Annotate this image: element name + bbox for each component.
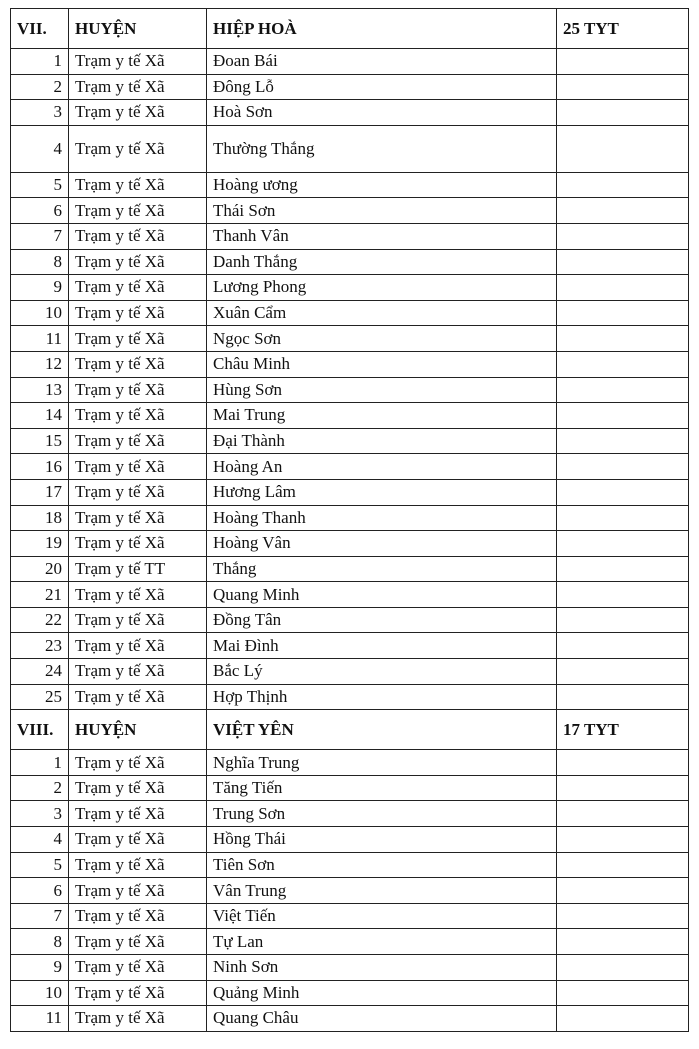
row-number: 17: [11, 479, 69, 505]
commune-name: Đại Thành: [207, 428, 557, 454]
commune-name: Hoà Sơn: [207, 100, 557, 126]
commune-name: Đoan Bái: [207, 49, 557, 75]
commune-name: Lương Phong: [207, 275, 557, 301]
table-row: [11, 903, 689, 929]
commune-name: Quảng Minh: [207, 980, 557, 1006]
station-type: Trạm y tế Xã: [69, 428, 207, 454]
row-number: 12: [11, 351, 69, 377]
empty-cell: [557, 172, 689, 198]
row-number: 2: [11, 74, 69, 100]
row-number: 23: [11, 633, 69, 659]
empty-cell: [557, 1006, 689, 1032]
table-row: [11, 223, 689, 249]
empty-cell: [557, 479, 689, 505]
table-row: [11, 275, 689, 301]
row-number: 1: [11, 750, 69, 776]
station-type: Trạm y tế Xã: [69, 100, 207, 126]
commune-name: Quang Châu: [207, 1006, 557, 1032]
table-row: [11, 326, 689, 352]
row-number: 24: [11, 659, 69, 685]
empty-cell: [557, 903, 689, 929]
station-type: Trạm y tế Xã: [69, 125, 207, 172]
station-type: Trạm y tế Xã: [69, 198, 207, 224]
row-number: 6: [11, 198, 69, 224]
row-number: 10: [11, 300, 69, 326]
station-type: Trạm y tế Xã: [69, 326, 207, 352]
table-row: [11, 377, 689, 403]
station-type: Trạm y tế Xã: [69, 827, 207, 853]
row-number: 7: [11, 903, 69, 929]
row-number: 9: [11, 955, 69, 981]
table-row: [11, 556, 689, 582]
table-row: [11, 980, 689, 1006]
row-number: 15: [11, 428, 69, 454]
table-row: [11, 955, 689, 981]
table-row: [11, 607, 689, 633]
empty-cell: [557, 49, 689, 75]
station-type: Trạm y tế Xã: [69, 454, 207, 480]
empty-cell: [557, 801, 689, 827]
commune-name: Mai Đình: [207, 633, 557, 659]
station-type: Trạm y tế Xã: [69, 223, 207, 249]
empty-cell: [557, 582, 689, 608]
commune-name: Danh Thắng: [207, 249, 557, 275]
commune-name: Vân Trung: [207, 878, 557, 904]
commune-name: Nghĩa Trung: [207, 750, 557, 776]
table-row: [11, 100, 689, 126]
commune-name: Ninh Sơn: [207, 955, 557, 981]
table-row: [11, 750, 689, 776]
empty-cell: [557, 505, 689, 531]
commune-name: Thắng: [207, 556, 557, 582]
table-row: [11, 929, 689, 955]
section-district-name: HIỆP HOÀ: [207, 9, 557, 49]
commune-name: Trung Sơn: [207, 801, 557, 827]
station-type: Trạm y tế TT: [69, 556, 207, 582]
table-row: [11, 454, 689, 480]
table-row: [11, 633, 689, 659]
row-number: 13: [11, 377, 69, 403]
empty-cell: [557, 827, 689, 853]
empty-cell: [557, 775, 689, 801]
empty-cell: [557, 454, 689, 480]
station-type: Trạm y tế Xã: [69, 929, 207, 955]
row-number: 21: [11, 582, 69, 608]
table-row: [11, 428, 689, 454]
row-number: 19: [11, 531, 69, 557]
station-type: Trạm y tế Xã: [69, 775, 207, 801]
commune-name: Thái Sơn: [207, 198, 557, 224]
section-total: 17 TYT: [557, 710, 689, 750]
empty-cell: [557, 100, 689, 126]
table-row: [11, 878, 689, 904]
empty-cell: [557, 659, 689, 685]
section-total: 25 TYT: [557, 9, 689, 49]
section-unit-label: HUYỆN: [69, 710, 207, 750]
table-row: [11, 74, 689, 100]
row-number: 6: [11, 878, 69, 904]
table-row: [11, 827, 689, 853]
station-type: Trạm y tế Xã: [69, 377, 207, 403]
table-row: [11, 300, 689, 326]
section-header-row: [11, 710, 689, 750]
station-type: Trạm y tế Xã: [69, 582, 207, 608]
station-type: Trạm y tế Xã: [69, 74, 207, 100]
station-type: Trạm y tế Xã: [69, 1006, 207, 1032]
empty-cell: [557, 556, 689, 582]
station-type: Trạm y tế Xã: [69, 300, 207, 326]
row-number: 25: [11, 684, 69, 710]
row-number: 14: [11, 403, 69, 429]
station-type: Trạm y tế Xã: [69, 505, 207, 531]
table-row: [11, 684, 689, 710]
row-number: 5: [11, 172, 69, 198]
station-type: Trạm y tế Xã: [69, 403, 207, 429]
table-row: [11, 172, 689, 198]
station-type: Trạm y tế Xã: [69, 903, 207, 929]
table-row: [11, 198, 689, 224]
commune-name: Bắc Lý: [207, 659, 557, 685]
empty-cell: [557, 377, 689, 403]
section-code: VII.: [11, 9, 69, 49]
commune-name: Hợp Thịnh: [207, 684, 557, 710]
row-number: 10: [11, 980, 69, 1006]
row-number: 2: [11, 775, 69, 801]
table-row: [11, 351, 689, 377]
row-number: 3: [11, 801, 69, 827]
table-row: [11, 1006, 689, 1032]
section-header-row: [11, 9, 689, 49]
station-type: Trạm y tế Xã: [69, 479, 207, 505]
empty-cell: [557, 633, 689, 659]
commune-name: Đồng Tân: [207, 607, 557, 633]
commune-name: Thanh Vân: [207, 223, 557, 249]
commune-name: Hoàng Thanh: [207, 505, 557, 531]
commune-name: Châu Minh: [207, 351, 557, 377]
empty-cell: [557, 980, 689, 1006]
commune-name: Tăng Tiến: [207, 775, 557, 801]
row-number: 4: [11, 827, 69, 853]
station-type: Trạm y tế Xã: [69, 633, 207, 659]
station-type: Trạm y tế Xã: [69, 172, 207, 198]
station-type: Trạm y tế Xã: [69, 878, 207, 904]
station-type: Trạm y tế Xã: [69, 801, 207, 827]
row-number: 16: [11, 454, 69, 480]
station-type: Trạm y tế Xã: [69, 607, 207, 633]
empty-cell: [557, 125, 689, 172]
commune-name: Tiên Sơn: [207, 852, 557, 878]
table-body: [11, 9, 689, 1032]
empty-cell: [557, 249, 689, 275]
row-number: 20: [11, 556, 69, 582]
table-row: [11, 505, 689, 531]
commune-name: Hoàng Vân: [207, 531, 557, 557]
station-type: Trạm y tế Xã: [69, 249, 207, 275]
table-row: [11, 479, 689, 505]
row-number: 18: [11, 505, 69, 531]
row-number: 8: [11, 929, 69, 955]
commune-name: Thường Thắng: [207, 125, 557, 172]
station-type: Trạm y tế Xã: [69, 49, 207, 75]
commune-name: Hồng Thái: [207, 827, 557, 853]
section-unit-label: HUYỆN: [69, 9, 207, 49]
empty-cell: [557, 198, 689, 224]
station-type: Trạm y tế Xã: [69, 750, 207, 776]
commune-name: Hùng Sơn: [207, 377, 557, 403]
section-code: VIII.: [11, 710, 69, 750]
row-number: 22: [11, 607, 69, 633]
empty-cell: [557, 955, 689, 981]
row-number: 11: [11, 1006, 69, 1032]
commune-name: Xuân Cẩm: [207, 300, 557, 326]
table-row: [11, 403, 689, 429]
commune-name: Ngọc Sơn: [207, 326, 557, 352]
empty-cell: [557, 275, 689, 301]
table-row: [11, 801, 689, 827]
table-row: [11, 852, 689, 878]
empty-cell: [557, 300, 689, 326]
row-number: 8: [11, 249, 69, 275]
table-row: [11, 249, 689, 275]
empty-cell: [557, 351, 689, 377]
empty-cell: [557, 531, 689, 557]
empty-cell: [557, 750, 689, 776]
empty-cell: [557, 607, 689, 633]
commune-name: Mai Trung: [207, 403, 557, 429]
empty-cell: [557, 852, 689, 878]
station-type: Trạm y tế Xã: [69, 275, 207, 301]
health-station-table: [10, 8, 689, 1032]
row-number: 7: [11, 223, 69, 249]
table-row: [11, 582, 689, 608]
row-number: 1: [11, 49, 69, 75]
table-row: [11, 49, 689, 75]
commune-name: Việt Tiến: [207, 903, 557, 929]
row-number: 5: [11, 852, 69, 878]
table-row: [11, 659, 689, 685]
station-type: Trạm y tế Xã: [69, 351, 207, 377]
table-row: [11, 125, 689, 172]
empty-cell: [557, 684, 689, 710]
empty-cell: [557, 326, 689, 352]
station-type: Trạm y tế Xã: [69, 684, 207, 710]
empty-cell: [557, 223, 689, 249]
section-district-name: VIỆT YÊN: [207, 710, 557, 750]
row-number: 9: [11, 275, 69, 301]
commune-name: Tự Lan: [207, 929, 557, 955]
commune-name: Quang Minh: [207, 582, 557, 608]
commune-name: Hoàng ương: [207, 172, 557, 198]
empty-cell: [557, 74, 689, 100]
commune-name: Hoàng An: [207, 454, 557, 480]
empty-cell: [557, 878, 689, 904]
empty-cell: [557, 929, 689, 955]
station-type: Trạm y tế Xã: [69, 955, 207, 981]
station-type: Trạm y tế Xã: [69, 852, 207, 878]
station-type: Trạm y tế Xã: [69, 659, 207, 685]
empty-cell: [557, 403, 689, 429]
station-type: Trạm y tế Xã: [69, 531, 207, 557]
row-number: 3: [11, 100, 69, 126]
commune-name: Đông Lỗ: [207, 74, 557, 100]
empty-cell: [557, 428, 689, 454]
row-number: 4: [11, 125, 69, 172]
table-row: [11, 531, 689, 557]
commune-name: Hương Lâm: [207, 479, 557, 505]
row-number: 11: [11, 326, 69, 352]
table-row: [11, 775, 689, 801]
station-type: Trạm y tế Xã: [69, 980, 207, 1006]
